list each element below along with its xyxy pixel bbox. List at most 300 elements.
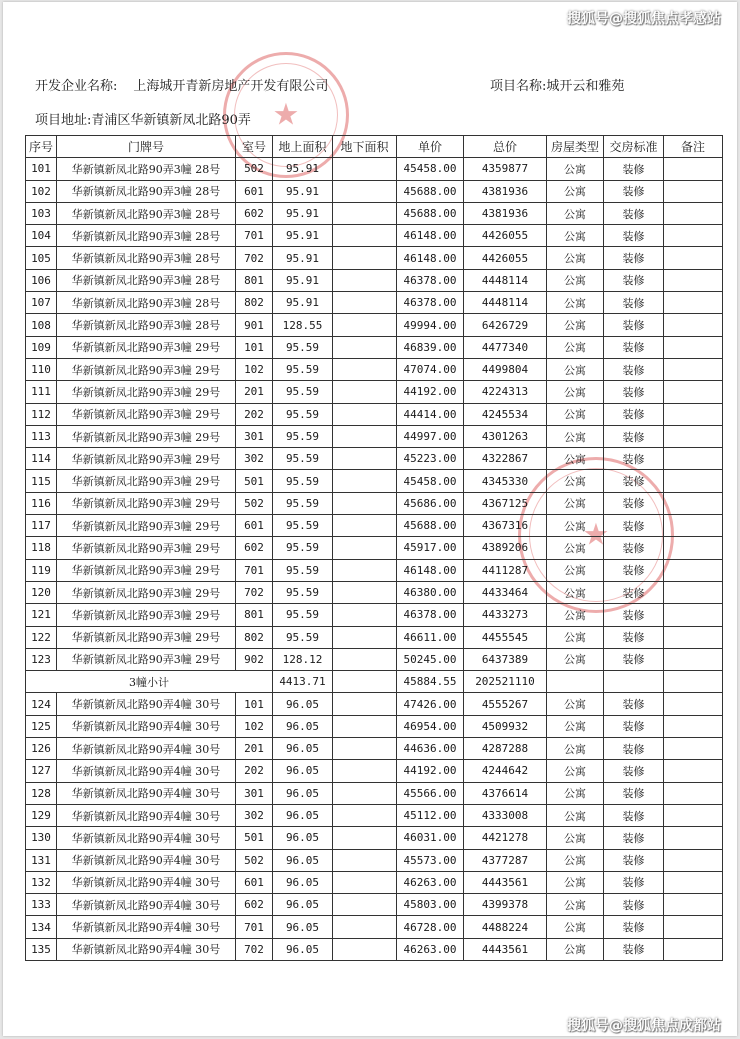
cell-area: 96.05 bbox=[273, 738, 333, 760]
cell-delivery-standard: 装修 bbox=[604, 403, 664, 425]
cell-house-type: 公寓 bbox=[547, 804, 604, 826]
cell-underground bbox=[333, 804, 397, 826]
cell-room: 202 bbox=[236, 760, 273, 782]
cell-house-type: 公寓 bbox=[547, 693, 604, 715]
cell-unit-price: 46148.00 bbox=[397, 247, 464, 269]
cell-delivery-standard: 装修 bbox=[604, 648, 664, 670]
cell-area: 96.05 bbox=[273, 715, 333, 737]
col-header: 室号 bbox=[236, 136, 273, 158]
cell-address: 华新镇新凤北路90弄3幢 28号 bbox=[57, 225, 236, 247]
cell-address: 华新镇新凤北路90弄4幢 30号 bbox=[57, 782, 236, 804]
cell-unit-price: 45688.00 bbox=[397, 202, 464, 224]
table-row bbox=[26, 626, 723, 648]
cell-house-type: 公寓 bbox=[547, 470, 604, 492]
cell-total-price: 4245534 bbox=[464, 403, 547, 425]
cell-index: 111 bbox=[26, 381, 57, 403]
table-row bbox=[26, 715, 723, 737]
cell-address: 华新镇新凤北路90弄4幢 30号 bbox=[57, 827, 236, 849]
cell-remark bbox=[664, 849, 723, 871]
cell-house-type: 公寓 bbox=[547, 827, 604, 849]
cell-area: 95.59 bbox=[273, 381, 333, 403]
cell-total-price: 4411287 bbox=[464, 559, 547, 581]
cell-unit-price: 46148.00 bbox=[397, 559, 464, 581]
cell-remark bbox=[664, 381, 723, 403]
cell-delivery-standard: 装修 bbox=[604, 269, 664, 291]
cell-index: 135 bbox=[26, 938, 57, 960]
cell-underground bbox=[333, 760, 397, 782]
cell-unit-price: 46611.00 bbox=[397, 626, 464, 648]
subtotal-delivery-standard bbox=[604, 671, 664, 693]
table-row bbox=[26, 559, 723, 581]
cell-remark bbox=[664, 425, 723, 447]
cell-underground bbox=[333, 515, 397, 537]
cell-area: 95.59 bbox=[273, 515, 333, 537]
cell-underground bbox=[333, 894, 397, 916]
cell-total-price: 4443561 bbox=[464, 938, 547, 960]
cell-delivery-standard: 装修 bbox=[604, 292, 664, 314]
cell-address: 华新镇新凤北路90弄3幢 28号 bbox=[57, 202, 236, 224]
cell-total-price: 4333008 bbox=[464, 804, 547, 826]
cell-delivery-standard: 装修 bbox=[604, 225, 664, 247]
cell-underground bbox=[333, 269, 397, 291]
cell-area: 95.91 bbox=[273, 202, 333, 224]
cell-house-type: 公寓 bbox=[547, 559, 604, 581]
cell-house-type: 公寓 bbox=[547, 916, 604, 938]
cell-house-type: 公寓 bbox=[547, 738, 604, 760]
cell-total-price: 4345330 bbox=[464, 470, 547, 492]
cell-unit-price: 46378.00 bbox=[397, 269, 464, 291]
subtotal-row bbox=[26, 671, 723, 693]
cell-total-price: 4488224 bbox=[464, 916, 547, 938]
cell-room: 202 bbox=[236, 403, 273, 425]
cell-index: 112 bbox=[26, 403, 57, 425]
cell-total-price: 4455545 bbox=[464, 626, 547, 648]
cell-index: 117 bbox=[26, 515, 57, 537]
cell-address: 华新镇新凤北路90弄4幢 30号 bbox=[57, 715, 236, 737]
cell-address: 华新镇新凤北路90弄3幢 28号 bbox=[57, 269, 236, 291]
cell-address: 华新镇新凤北路90弄3幢 29号 bbox=[57, 537, 236, 559]
table-row bbox=[26, 492, 723, 514]
cell-area: 96.05 bbox=[273, 938, 333, 960]
cell-room: 601 bbox=[236, 180, 273, 202]
cell-underground bbox=[333, 537, 397, 559]
cell-total-price: 4448114 bbox=[464, 269, 547, 291]
cell-index: 101 bbox=[26, 158, 57, 180]
cell-total-price: 6426729 bbox=[464, 314, 547, 336]
cell-area: 96.05 bbox=[273, 693, 333, 715]
cell-remark bbox=[664, 448, 723, 470]
cell-area: 95.59 bbox=[273, 336, 333, 358]
table-row bbox=[26, 425, 723, 447]
cell-underground bbox=[333, 648, 397, 670]
cell-underground bbox=[333, 738, 397, 760]
cell-house-type: 公寓 bbox=[547, 247, 604, 269]
cell-room: 701 bbox=[236, 559, 273, 581]
cell-unit-price: 45686.00 bbox=[397, 492, 464, 514]
subtotal-house-type bbox=[547, 671, 604, 693]
cell-underground bbox=[333, 492, 397, 514]
cell-house-type: 公寓 bbox=[547, 938, 604, 960]
cell-house-type: 公寓 bbox=[547, 158, 604, 180]
table-header-row bbox=[26, 136, 723, 158]
cell-area: 95.59 bbox=[273, 425, 333, 447]
cell-unit-price: 44192.00 bbox=[397, 760, 464, 782]
cell-address: 华新镇新凤北路90弄3幢 29号 bbox=[57, 381, 236, 403]
cell-remark bbox=[664, 738, 723, 760]
cell-index: 121 bbox=[26, 604, 57, 626]
cell-delivery-standard: 装修 bbox=[604, 760, 664, 782]
cell-house-type: 公寓 bbox=[547, 849, 604, 871]
cell-underground bbox=[333, 693, 397, 715]
table-row bbox=[26, 180, 723, 202]
cell-underground bbox=[333, 604, 397, 626]
table-row bbox=[26, 247, 723, 269]
cell-remark bbox=[664, 314, 723, 336]
cell-index: 130 bbox=[26, 827, 57, 849]
cell-remark bbox=[664, 180, 723, 202]
cell-total-price: 4433464 bbox=[464, 581, 547, 603]
cell-address: 华新镇新凤北路90弄4幢 30号 bbox=[57, 916, 236, 938]
col-header: 地上面积 bbox=[273, 136, 333, 158]
cell-total-price: 4301263 bbox=[464, 425, 547, 447]
cell-delivery-standard: 装修 bbox=[604, 827, 664, 849]
cell-area: 96.05 bbox=[273, 827, 333, 849]
cell-index: 126 bbox=[26, 738, 57, 760]
cell-underground bbox=[333, 916, 397, 938]
cell-underground bbox=[333, 358, 397, 380]
cell-index: 124 bbox=[26, 693, 57, 715]
cell-total-price: 4224313 bbox=[464, 381, 547, 403]
cell-index: 118 bbox=[26, 537, 57, 559]
cell-area: 95.91 bbox=[273, 180, 333, 202]
cell-remark bbox=[664, 515, 723, 537]
col-header: 总价 bbox=[464, 136, 547, 158]
cell-house-type: 公寓 bbox=[547, 515, 604, 537]
cell-address: 华新镇新凤北路90弄3幢 29号 bbox=[57, 425, 236, 447]
watermark-bottom: 搜狐号@搜狐焦点成都站 bbox=[567, 1018, 721, 1034]
cell-delivery-standard: 装修 bbox=[604, 492, 664, 514]
cell-delivery-standard: 装修 bbox=[604, 470, 664, 492]
cell-remark bbox=[664, 804, 723, 826]
cell-delivery-standard: 装修 bbox=[604, 336, 664, 358]
cell-house-type: 公寓 bbox=[547, 403, 604, 425]
cell-area: 95.59 bbox=[273, 626, 333, 648]
cell-room: 501 bbox=[236, 470, 273, 492]
table-row bbox=[26, 894, 723, 916]
cell-house-type: 公寓 bbox=[547, 537, 604, 559]
cell-area: 95.91 bbox=[273, 247, 333, 269]
table-row bbox=[26, 470, 723, 492]
cell-address: 华新镇新凤北路90弄3幢 29号 bbox=[57, 604, 236, 626]
cell-remark bbox=[664, 693, 723, 715]
cell-index: 119 bbox=[26, 559, 57, 581]
cell-remark bbox=[664, 537, 723, 559]
cell-index: 108 bbox=[26, 314, 57, 336]
cell-remark bbox=[664, 715, 723, 737]
cell-underground bbox=[333, 938, 397, 960]
table-row bbox=[26, 916, 723, 938]
table-row bbox=[26, 804, 723, 826]
cell-room: 702 bbox=[236, 247, 273, 269]
cell-underground bbox=[333, 626, 397, 648]
cell-remark bbox=[664, 604, 723, 626]
cell-index: 106 bbox=[26, 269, 57, 291]
cell-address: 华新镇新凤北路90弄4幢 30号 bbox=[57, 804, 236, 826]
cell-index: 113 bbox=[26, 425, 57, 447]
cell-room: 701 bbox=[236, 916, 273, 938]
cell-address: 华新镇新凤北路90弄3幢 29号 bbox=[57, 358, 236, 380]
cell-room: 802 bbox=[236, 626, 273, 648]
table-row bbox=[26, 738, 723, 760]
cell-underground bbox=[333, 782, 397, 804]
cell-remark bbox=[664, 158, 723, 180]
cell-delivery-standard: 装修 bbox=[604, 604, 664, 626]
cell-area: 95.59 bbox=[273, 470, 333, 492]
cell-room: 102 bbox=[236, 715, 273, 737]
cell-underground bbox=[333, 403, 397, 425]
cell-house-type: 公寓 bbox=[547, 358, 604, 380]
cell-area: 128.55 bbox=[273, 314, 333, 336]
cell-house-type: 公寓 bbox=[547, 269, 604, 291]
cell-area: 95.59 bbox=[273, 537, 333, 559]
cell-area: 95.59 bbox=[273, 581, 333, 603]
subtotal-total-price: 202521110 bbox=[464, 671, 547, 693]
cell-remark bbox=[664, 938, 723, 960]
cell-unit-price: 46148.00 bbox=[397, 225, 464, 247]
cell-index: 132 bbox=[26, 871, 57, 893]
cell-total-price: 4426055 bbox=[464, 225, 547, 247]
cell-delivery-standard: 装修 bbox=[604, 314, 664, 336]
cell-address: 华新镇新凤北路90弄3幢 29号 bbox=[57, 448, 236, 470]
cell-index: 103 bbox=[26, 202, 57, 224]
cell-area: 96.05 bbox=[273, 760, 333, 782]
cell-area: 96.05 bbox=[273, 894, 333, 916]
cell-area: 96.05 bbox=[273, 871, 333, 893]
cell-room: 702 bbox=[236, 938, 273, 960]
cell-unit-price: 45566.00 bbox=[397, 782, 464, 804]
cell-house-type: 公寓 bbox=[547, 581, 604, 603]
cell-total-price: 4477340 bbox=[464, 336, 547, 358]
cell-index: 110 bbox=[26, 358, 57, 380]
table-row bbox=[26, 403, 723, 425]
cell-address: 华新镇新凤北路90弄3幢 29号 bbox=[57, 470, 236, 492]
table-row bbox=[26, 202, 723, 224]
cell-total-price: 4287288 bbox=[464, 738, 547, 760]
col-header: 地下面积 bbox=[333, 136, 397, 158]
cell-remark bbox=[664, 559, 723, 581]
cell-remark bbox=[664, 292, 723, 314]
cell-delivery-standard: 装修 bbox=[604, 849, 664, 871]
cell-underground bbox=[333, 425, 397, 447]
table-row bbox=[26, 693, 723, 715]
cell-underground bbox=[333, 180, 397, 202]
cell-delivery-standard: 装修 bbox=[604, 180, 664, 202]
cell-remark bbox=[664, 403, 723, 425]
cell-delivery-standard: 装修 bbox=[604, 916, 664, 938]
cell-index: 107 bbox=[26, 292, 57, 314]
address-line bbox=[35, 109, 251, 128]
cell-unit-price: 47426.00 bbox=[397, 693, 464, 715]
cell-remark bbox=[664, 358, 723, 380]
col-header: 备注 bbox=[664, 136, 723, 158]
cell-underground bbox=[333, 292, 397, 314]
cell-total-price: 4359877 bbox=[464, 158, 547, 180]
col-header: 门牌号 bbox=[57, 136, 236, 158]
watermark-top: 搜狐号@搜狐焦点孝感站 bbox=[567, 11, 721, 27]
cell-area: 95.59 bbox=[273, 448, 333, 470]
cell-unit-price: 50245.00 bbox=[397, 648, 464, 670]
cell-underground bbox=[333, 314, 397, 336]
cell-unit-price: 46263.00 bbox=[397, 938, 464, 960]
table-row bbox=[26, 314, 723, 336]
cell-index: 114 bbox=[26, 448, 57, 470]
cell-total-price: 4421278 bbox=[464, 827, 547, 849]
document-page bbox=[3, 2, 737, 1036]
developer-name: 上海城开青新房地产开发有限公司 bbox=[133, 79, 329, 94]
table-row bbox=[26, 938, 723, 960]
cell-unit-price: 44192.00 bbox=[397, 381, 464, 403]
cell-delivery-standard: 装修 bbox=[604, 782, 664, 804]
cell-area: 95.59 bbox=[273, 358, 333, 380]
cell-area: 96.05 bbox=[273, 804, 333, 826]
cell-delivery-standard: 装修 bbox=[604, 425, 664, 447]
cell-total-price: 4448114 bbox=[464, 292, 547, 314]
cell-unit-price: 45573.00 bbox=[397, 849, 464, 871]
cell-house-type: 公寓 bbox=[547, 715, 604, 737]
cell-address: 华新镇新凤北路90弄3幢 28号 bbox=[57, 292, 236, 314]
table-row bbox=[26, 269, 723, 291]
cell-house-type: 公寓 bbox=[547, 314, 604, 336]
cell-room: 602 bbox=[236, 202, 273, 224]
cell-unit-price: 44636.00 bbox=[397, 738, 464, 760]
cell-unit-price: 45458.00 bbox=[397, 470, 464, 492]
cell-underground bbox=[333, 381, 397, 403]
cell-index: 128 bbox=[26, 782, 57, 804]
cell-remark bbox=[664, 782, 723, 804]
cell-index: 129 bbox=[26, 804, 57, 826]
cell-area: 95.59 bbox=[273, 559, 333, 581]
cell-house-type: 公寓 bbox=[547, 894, 604, 916]
cell-area: 95.59 bbox=[273, 403, 333, 425]
cell-address: 华新镇新凤北路90弄3幢 28号 bbox=[57, 247, 236, 269]
cell-address: 华新镇新凤北路90弄3幢 29号 bbox=[57, 336, 236, 358]
cell-unit-price: 44414.00 bbox=[397, 403, 464, 425]
table-row bbox=[26, 827, 723, 849]
cell-index: 122 bbox=[26, 626, 57, 648]
col-header: 交房标准 bbox=[604, 136, 664, 158]
cell-index: 125 bbox=[26, 715, 57, 737]
project-line bbox=[490, 75, 624, 94]
cell-address: 华新镇新凤北路90弄4幢 30号 bbox=[57, 738, 236, 760]
cell-delivery-standard: 装修 bbox=[604, 559, 664, 581]
cell-remark bbox=[664, 827, 723, 849]
cell-delivery-standard: 装修 bbox=[604, 738, 664, 760]
cell-room: 101 bbox=[236, 336, 273, 358]
cell-delivery-standard: 装修 bbox=[604, 537, 664, 559]
cell-underground bbox=[333, 849, 397, 871]
address-value: 青浦区华新镇新凤北路90弄 bbox=[91, 113, 251, 128]
cell-total-price: 4389206 bbox=[464, 537, 547, 559]
cell-index: 102 bbox=[26, 180, 57, 202]
cell-total-price: 4381936 bbox=[464, 180, 547, 202]
cell-area: 95.59 bbox=[273, 492, 333, 514]
cell-house-type: 公寓 bbox=[547, 425, 604, 447]
cell-area: 96.05 bbox=[273, 849, 333, 871]
cell-index: 120 bbox=[26, 581, 57, 603]
project-label: 项目名称: bbox=[490, 79, 547, 94]
cell-remark bbox=[664, 202, 723, 224]
cell-house-type: 公寓 bbox=[547, 648, 604, 670]
address-label: 项目地址: bbox=[35, 113, 92, 128]
cell-remark bbox=[664, 648, 723, 670]
cell-total-price: 4367316 bbox=[464, 515, 547, 537]
cell-address: 华新镇新凤北路90弄4幢 30号 bbox=[57, 693, 236, 715]
cell-delivery-standard: 装修 bbox=[604, 804, 664, 826]
cell-total-price: 4499804 bbox=[464, 358, 547, 380]
developer-line bbox=[35, 75, 328, 94]
cell-room: 301 bbox=[236, 425, 273, 447]
col-header: 单价 bbox=[397, 136, 464, 158]
table-row bbox=[26, 782, 723, 804]
cell-house-type: 公寓 bbox=[547, 225, 604, 247]
cell-delivery-standard: 装修 bbox=[604, 693, 664, 715]
cell-area: 95.91 bbox=[273, 225, 333, 247]
cell-remark bbox=[664, 247, 723, 269]
cell-remark bbox=[664, 336, 723, 358]
cell-room: 502 bbox=[236, 158, 273, 180]
cell-address: 华新镇新凤北路90弄3幢 29号 bbox=[57, 626, 236, 648]
cell-house-type: 公寓 bbox=[547, 760, 604, 782]
cell-delivery-standard: 装修 bbox=[604, 938, 664, 960]
cell-address: 华新镇新凤北路90弄3幢 28号 bbox=[57, 180, 236, 202]
price-list-table bbox=[25, 135, 723, 961]
cell-unit-price: 45223.00 bbox=[397, 448, 464, 470]
cell-unit-price: 46728.00 bbox=[397, 916, 464, 938]
cell-delivery-standard: 装修 bbox=[604, 247, 664, 269]
cell-remark bbox=[664, 581, 723, 603]
cell-room: 801 bbox=[236, 269, 273, 291]
cell-area: 95.91 bbox=[273, 269, 333, 291]
cell-unit-price: 45458.00 bbox=[397, 158, 464, 180]
cell-area: 95.91 bbox=[273, 158, 333, 180]
cell-index: 105 bbox=[26, 247, 57, 269]
cell-total-price: 4509932 bbox=[464, 715, 547, 737]
cell-index: 131 bbox=[26, 849, 57, 871]
cell-remark bbox=[664, 269, 723, 291]
subtotal-label: 3幢小计 bbox=[26, 671, 273, 693]
cell-total-price: 6437389 bbox=[464, 648, 547, 670]
cell-underground bbox=[333, 715, 397, 737]
cell-underground bbox=[333, 247, 397, 269]
table-row bbox=[26, 537, 723, 559]
cell-unit-price: 46954.00 bbox=[397, 715, 464, 737]
cell-delivery-standard: 装修 bbox=[604, 626, 664, 648]
cell-house-type: 公寓 bbox=[547, 202, 604, 224]
cell-address: 华新镇新凤北路90弄3幢 29号 bbox=[57, 581, 236, 603]
cell-house-type: 公寓 bbox=[547, 292, 604, 314]
cell-unit-price: 49994.00 bbox=[397, 314, 464, 336]
cell-index: 109 bbox=[26, 336, 57, 358]
cell-room: 602 bbox=[236, 537, 273, 559]
cell-room: 701 bbox=[236, 225, 273, 247]
cell-room: 601 bbox=[236, 515, 273, 537]
cell-underground bbox=[333, 448, 397, 470]
cell-delivery-standard: 装修 bbox=[604, 381, 664, 403]
cell-total-price: 4376614 bbox=[464, 782, 547, 804]
cell-index: 133 bbox=[26, 894, 57, 916]
cell-address: 华新镇新凤北路90弄3幢 29号 bbox=[57, 559, 236, 581]
cell-unit-price: 46031.00 bbox=[397, 827, 464, 849]
